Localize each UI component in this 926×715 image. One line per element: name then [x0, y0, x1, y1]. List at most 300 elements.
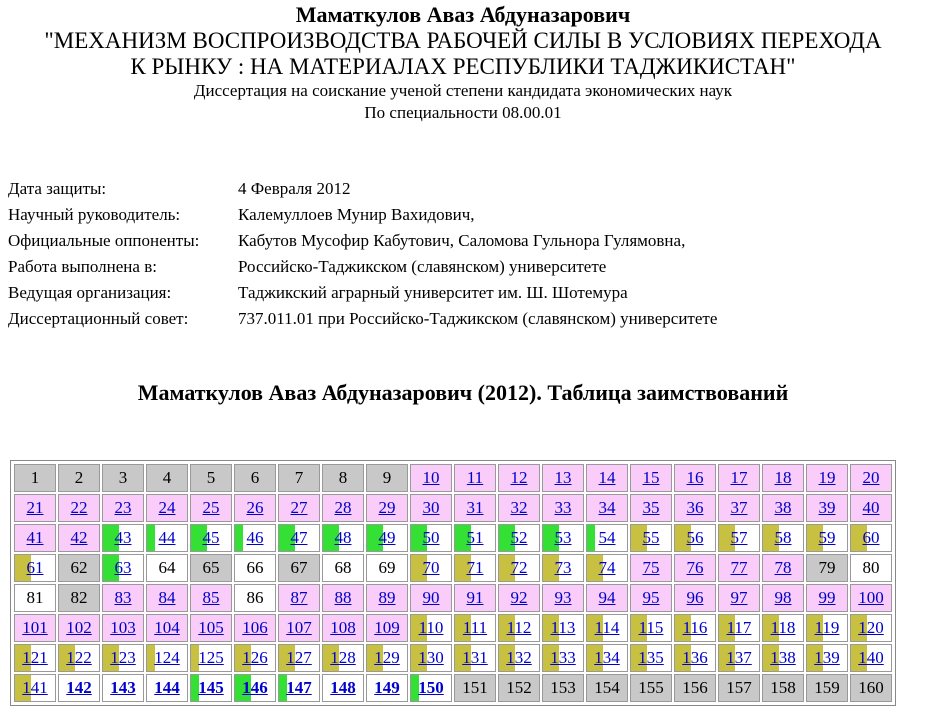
page-link[interactable]: 50	[422, 528, 440, 547]
page-cell	[498, 674, 540, 702]
page-link[interactable]: 63	[114, 558, 132, 577]
page-cell[interactable]	[806, 464, 848, 492]
page-link[interactable]: 70	[422, 558, 440, 577]
page-link[interactable]: 130	[418, 648, 444, 667]
page-cell[interactable]	[586, 464, 628, 492]
page-cell[interactable]	[586, 524, 628, 552]
page-link[interactable]: 78	[774, 558, 792, 577]
page-link[interactable]: 140	[858, 648, 884, 667]
info-row	[8, 254, 717, 280]
borrowing-bar	[235, 525, 243, 551]
page-number: 156	[682, 678, 708, 697]
page-cell	[14, 584, 56, 612]
page-link[interactable]: 102	[66, 618, 92, 637]
page-link[interactable]: 21	[26, 498, 44, 517]
page-link[interactable]: 31	[466, 498, 484, 517]
degree-text: Диссертация на соискание ученой степени кандидата экономических наук	[193, 81, 733, 100]
page-link[interactable]: 91	[466, 588, 484, 607]
page-link[interactable]: 41	[26, 528, 44, 547]
page-link[interactable]: 35	[642, 498, 660, 517]
page-link[interactable]: 145	[198, 678, 224, 697]
page-link[interactable]: 126	[242, 648, 268, 667]
page-number: 67	[290, 558, 308, 577]
page-cell[interactable]	[278, 494, 320, 522]
page-link[interactable]: 110	[418, 618, 444, 637]
page-link[interactable]: 125	[198, 648, 224, 667]
page-number: 68	[334, 558, 352, 577]
page-link[interactable]: 96	[686, 588, 704, 607]
page-number: 152	[506, 678, 532, 697]
page-link[interactable]: 52	[510, 528, 528, 547]
page-cell[interactable]	[630, 464, 672, 492]
page-link[interactable]: 123	[110, 648, 136, 667]
page-link[interactable]: 150	[418, 678, 444, 697]
page-cell[interactable]	[322, 614, 364, 642]
page-cell[interactable]	[454, 464, 496, 492]
page-cell[interactable]	[366, 494, 408, 522]
page-link[interactable]: 113	[550, 618, 576, 637]
page-link[interactable]: 137	[726, 648, 752, 667]
page-cell[interactable]	[498, 554, 540, 582]
page-cell[interactable]	[498, 464, 540, 492]
page-link[interactable]: 74	[598, 558, 616, 577]
page-cell[interactable]	[498, 584, 540, 612]
page-link[interactable]: 73	[554, 558, 572, 577]
page-cell[interactable]	[586, 644, 628, 672]
page-cell[interactable]	[542, 584, 584, 612]
page-cell[interactable]	[102, 584, 144, 612]
page-link[interactable]: 112	[506, 618, 532, 637]
page-link[interactable]: 33	[554, 498, 572, 517]
page-cell[interactable]	[102, 614, 144, 642]
page-link[interactable]: 95	[642, 588, 660, 607]
page-link[interactable]: 51	[466, 528, 484, 547]
page-cell[interactable]	[190, 644, 232, 672]
page-number: 154	[594, 678, 620, 697]
page-cell[interactable]	[146, 614, 188, 642]
page-link[interactable]: 148	[330, 678, 356, 697]
page-cell[interactable]	[542, 554, 584, 582]
page-cell[interactable]	[498, 614, 540, 642]
page-cell[interactable]	[454, 494, 496, 522]
page-link[interactable]: 132	[506, 648, 532, 667]
page-cell[interactable]	[718, 554, 760, 582]
page-cell[interactable]	[498, 494, 540, 522]
page-link[interactable]: 23	[114, 498, 132, 517]
page-number: 157	[726, 678, 752, 697]
page-cell[interactable]	[146, 494, 188, 522]
page-cell[interactable]	[630, 584, 672, 612]
page-link[interactable]: 47	[290, 528, 308, 547]
page-cell[interactable]	[234, 494, 276, 522]
page-cell[interactable]	[806, 644, 848, 672]
page-cell	[14, 464, 56, 492]
page-link[interactable]: 88	[334, 588, 352, 607]
page-cell[interactable]	[146, 584, 188, 612]
page-link[interactable]: 76	[686, 558, 704, 577]
page-cell[interactable]	[674, 554, 716, 582]
page-cell[interactable]	[806, 494, 848, 522]
page-link[interactable]: 118	[770, 618, 796, 637]
page-link[interactable]: 124	[154, 648, 180, 667]
page-cell[interactable]	[366, 524, 408, 552]
page-link[interactable]: 135	[638, 648, 664, 667]
info-label: Диссертационный совет:	[8, 309, 189, 328]
page-cell[interactable]	[630, 524, 672, 552]
page-link[interactable]: 109	[374, 618, 400, 637]
page-cell[interactable]	[322, 644, 364, 672]
page-cell[interactable]	[58, 524, 100, 552]
page-cell[interactable]	[498, 644, 540, 672]
page-cell	[322, 464, 364, 492]
page-link[interactable]: 32	[510, 498, 528, 517]
page-cell[interactable]	[674, 584, 716, 612]
page-cell[interactable]	[410, 464, 452, 492]
page-cell[interactable]	[806, 524, 848, 552]
page-cell[interactable]	[674, 494, 716, 522]
page-link[interactable]: 18	[774, 468, 792, 487]
page-link[interactable]: 139	[814, 648, 840, 667]
page-cell[interactable]	[850, 584, 892, 612]
page-cell[interactable]	[14, 644, 56, 672]
page-cell[interactable]	[630, 614, 672, 642]
page-link[interactable]: 60	[862, 528, 880, 547]
page-cell[interactable]	[542, 614, 584, 642]
page-cell[interactable]	[102, 644, 144, 672]
page-cell[interactable]	[102, 554, 144, 582]
page-cell[interactable]	[146, 644, 188, 672]
page-link[interactable]: 34	[598, 498, 616, 517]
page-link[interactable]: 117	[726, 618, 752, 637]
page-number: 8	[338, 468, 348, 487]
page-cell[interactable]	[14, 674, 56, 702]
page-link[interactable]: 116	[682, 618, 708, 637]
page-cell[interactable]	[234, 524, 276, 552]
page-cell[interactable]	[850, 614, 892, 642]
page-cell[interactable]	[366, 584, 408, 612]
page-number: 155	[638, 678, 664, 697]
page-link[interactable]: 92	[510, 588, 528, 607]
page-cell[interactable]	[850, 644, 892, 672]
page-number: 65	[202, 558, 220, 577]
page-cell[interactable]	[278, 524, 320, 552]
page-link[interactable]: 144	[154, 678, 180, 697]
page-cell[interactable]	[14, 554, 56, 582]
page-number: 151	[462, 678, 488, 697]
page-link[interactable]: 43	[114, 528, 132, 547]
page-cell[interactable]	[102, 524, 144, 552]
page-link[interactable]: 106	[242, 618, 268, 637]
page-link[interactable]: 84	[158, 588, 176, 607]
page-cell[interactable]	[674, 524, 716, 552]
page-link[interactable]: 107	[286, 618, 312, 637]
info-value: Таджикский аграрный университет им. Ш. Шотемура	[238, 283, 628, 302]
page-link[interactable]: 104	[154, 618, 180, 637]
page-number: 66	[246, 558, 264, 577]
page-link[interactable]: 90	[422, 588, 440, 607]
page-cell[interactable]	[190, 614, 232, 642]
table-row	[14, 494, 892, 522]
page-link[interactable]: 72	[510, 558, 528, 577]
page-link[interactable]: 99	[818, 588, 836, 607]
page-cell[interactable]	[278, 584, 320, 612]
page-link[interactable]: 55	[642, 528, 660, 547]
page-number: 160	[858, 678, 884, 697]
page-link[interactable]: 75	[642, 558, 660, 577]
page-number: 80	[862, 558, 880, 577]
page-link[interactable]: 127	[286, 648, 312, 667]
page-link[interactable]: 89	[378, 588, 396, 607]
page-cell[interactable]	[718, 494, 760, 522]
page-link[interactable]: 25	[202, 498, 220, 517]
page-link[interactable]: 142	[66, 678, 92, 697]
page-cell[interactable]	[806, 584, 848, 612]
page-cell[interactable]	[58, 614, 100, 642]
page-cell[interactable]	[586, 554, 628, 582]
page-link[interactable]: 38	[774, 498, 792, 517]
page-cell	[366, 464, 408, 492]
page-link[interactable]: 45	[202, 528, 220, 547]
page-cell[interactable]	[410, 554, 452, 582]
page-link[interactable]: 136	[682, 648, 708, 667]
page-cell[interactable]	[278, 644, 320, 672]
page-cell[interactable]	[718, 644, 760, 672]
page-link[interactable]: 11	[466, 468, 484, 487]
page-link[interactable]: 54	[598, 528, 616, 547]
page-cell[interactable]	[366, 674, 408, 702]
page-link[interactable]: 101	[22, 618, 48, 637]
page-link[interactable]: 27	[290, 498, 308, 517]
page-link[interactable]: 61	[26, 558, 44, 577]
page-link[interactable]: 20	[862, 468, 880, 487]
page-link[interactable]: 59	[818, 528, 836, 547]
page-cell[interactable]	[322, 524, 364, 552]
page-cell[interactable]	[410, 584, 452, 612]
page-cell[interactable]	[850, 464, 892, 492]
section-title: Маматкулов Аваз Абдуназарович (2012). Таблица заимствований	[137, 380, 789, 405]
page-link[interactable]: 17	[730, 468, 748, 487]
page-link[interactable]: 94	[598, 588, 616, 607]
page-cell[interactable]	[542, 494, 584, 522]
page-link[interactable]: 147	[286, 678, 312, 697]
page-cell[interactable]	[234, 674, 276, 702]
page-link[interactable]: 42	[70, 528, 88, 547]
page-cell[interactable]	[278, 674, 320, 702]
page-link[interactable]: 120	[858, 618, 884, 637]
page-link[interactable]: 30	[422, 498, 440, 517]
page-link[interactable]: 98	[774, 588, 792, 607]
page-link[interactable]: 129	[374, 648, 400, 667]
page-link[interactable]: 28	[334, 498, 352, 517]
page-link[interactable]: 53	[554, 528, 572, 547]
page-link[interactable]: 58	[774, 528, 792, 547]
page-link[interactable]: 71	[466, 558, 484, 577]
page-cell[interactable]	[410, 494, 452, 522]
page-cell[interactable]	[674, 614, 716, 642]
page-link[interactable]: 36	[686, 498, 704, 517]
page-cell[interactable]	[190, 494, 232, 522]
page-cell[interactable]	[454, 644, 496, 672]
page-cell[interactable]	[630, 644, 672, 672]
page-cell[interactable]	[234, 614, 276, 642]
dissertation-title-line1: "МЕХАНИЗМ ВОСПРОИЗВОДСТВА РАБОЧЕЙ СИЛЫ В УСЛОВИЯХ ПЕРЕХОДА	[44, 28, 882, 53]
info-label: Научный руководитель:	[8, 205, 181, 224]
page-cell[interactable]	[410, 644, 452, 672]
page-cell[interactable]	[762, 614, 804, 642]
page-link[interactable]: 128	[330, 648, 356, 667]
page-cell[interactable]	[542, 644, 584, 672]
page-cell[interactable]	[762, 644, 804, 672]
page-link[interactable]: 103	[110, 618, 136, 637]
page-cell[interactable]	[14, 524, 56, 552]
page-cell[interactable]	[190, 674, 232, 702]
page-link[interactable]: 48	[334, 528, 352, 547]
page-link[interactable]: 56	[686, 528, 704, 547]
page-cell[interactable]	[322, 494, 364, 522]
page-link[interactable]: 29	[378, 498, 396, 517]
page-link[interactable]: 100	[858, 588, 884, 607]
page-cell[interactable]	[234, 644, 276, 672]
page-link[interactable]: 111	[462, 618, 488, 637]
page-link[interactable]: 14	[598, 468, 616, 487]
page-link[interactable]: 57	[730, 528, 748, 547]
page-link[interactable]: 149	[374, 678, 400, 697]
page-link[interactable]: 13	[554, 468, 572, 487]
page-cell	[806, 674, 848, 702]
page-link[interactable]: 19	[818, 468, 836, 487]
page-link[interactable]: 97	[730, 588, 748, 607]
page-cell[interactable]	[674, 464, 716, 492]
page-cell[interactable]	[14, 494, 56, 522]
page-link[interactable]: 146	[242, 678, 268, 697]
page-cell[interactable]	[850, 524, 892, 552]
page-link[interactable]: 134	[594, 648, 620, 667]
page-link[interactable]: 108	[330, 618, 356, 637]
page-number: 5	[206, 468, 216, 487]
page-link[interactable]: 121	[22, 648, 48, 667]
page-number: 81	[26, 588, 44, 607]
page-cell[interactable]	[146, 674, 188, 702]
page-link[interactable]: 105	[198, 618, 224, 637]
page-link[interactable]: 44	[158, 528, 176, 547]
info-label: Дата защиты:	[8, 179, 107, 198]
page-cell[interactable]	[762, 554, 804, 582]
page-cell[interactable]	[674, 644, 716, 672]
page-cell[interactable]	[586, 584, 628, 612]
page-link[interactable]: 131	[462, 648, 488, 667]
page-cell[interactable]	[146, 524, 188, 552]
page-cell[interactable]	[454, 584, 496, 612]
page-cell[interactable]	[762, 494, 804, 522]
page-cell[interactable]	[586, 494, 628, 522]
page-number: 1	[30, 468, 40, 487]
page-cell[interactable]	[366, 614, 408, 642]
page-cell[interactable]	[14, 614, 56, 642]
page-cell[interactable]	[630, 494, 672, 522]
page-cell[interactable]	[410, 614, 452, 642]
page-cell[interactable]	[102, 494, 144, 522]
page-number: 3	[118, 468, 128, 487]
page-cell[interactable]	[102, 674, 144, 702]
page-cell[interactable]	[630, 554, 672, 582]
page-cell[interactable]	[762, 524, 804, 552]
page-number: 82	[70, 588, 88, 607]
page-link[interactable]: 16	[686, 468, 704, 487]
page-link[interactable]: 87	[290, 588, 308, 607]
page-cell[interactable]	[454, 554, 496, 582]
page-link[interactable]: 22	[70, 498, 88, 517]
page-number: 159	[814, 678, 840, 697]
page-link[interactable]: 24	[158, 498, 176, 517]
info-row	[8, 176, 717, 202]
page-cell	[850, 674, 892, 702]
page-cell[interactable]	[366, 644, 408, 672]
page-cell	[102, 464, 144, 492]
page-cell[interactable]	[762, 464, 804, 492]
page-link[interactable]: 133	[550, 648, 576, 667]
page-link[interactable]: 40	[862, 498, 880, 517]
page-link[interactable]: 138	[770, 648, 796, 667]
page-link[interactable]: 93	[554, 588, 572, 607]
page-link[interactable]: 77	[730, 558, 748, 577]
page-cell	[542, 674, 584, 702]
page-cell[interactable]	[410, 674, 452, 702]
page-cell[interactable]	[806, 614, 848, 642]
page-link[interactable]: 49	[378, 528, 396, 547]
page-link[interactable]: 85	[202, 588, 220, 607]
page-cell[interactable]	[586, 614, 628, 642]
page-cell[interactable]	[58, 494, 100, 522]
page-link[interactable]: 119	[814, 618, 840, 637]
page-cell[interactable]	[542, 524, 584, 552]
page-link[interactable]: 46	[246, 528, 264, 547]
page-link[interactable]: 115	[638, 618, 664, 637]
page-link[interactable]: 39	[818, 498, 836, 517]
page-link[interactable]: 10	[422, 468, 440, 487]
page-link[interactable]: 83	[114, 588, 132, 607]
page-link[interactable]: 15	[642, 468, 660, 487]
page-cell[interactable]	[498, 524, 540, 552]
page-cell[interactable]	[718, 614, 760, 642]
borrowing-bar	[147, 525, 155, 551]
page-link[interactable]: 143	[110, 678, 136, 697]
page-link[interactable]: 122	[66, 648, 92, 667]
page-cell[interactable]	[762, 584, 804, 612]
page-cell	[674, 674, 716, 702]
page-link[interactable]: 114	[594, 618, 620, 637]
page-cell[interactable]	[322, 584, 364, 612]
page-cell[interactable]	[850, 494, 892, 522]
page-cell[interactable]	[58, 674, 100, 702]
page-cell[interactable]	[454, 524, 496, 552]
page-cell[interactable]	[542, 464, 584, 492]
page-cell[interactable]	[322, 674, 364, 702]
page-cell[interactable]	[718, 524, 760, 552]
page-cell[interactable]	[410, 524, 452, 552]
page-cell	[278, 554, 320, 582]
page-cell[interactable]	[190, 584, 232, 612]
page-link[interactable]: 141	[22, 678, 48, 697]
page-cell[interactable]	[58, 644, 100, 672]
page-cell[interactable]	[718, 584, 760, 612]
page-link[interactable]: 37	[730, 498, 748, 517]
page-cell[interactable]	[718, 464, 760, 492]
page-link[interactable]: 26	[246, 498, 264, 517]
page-link[interactable]: 12	[510, 468, 528, 487]
page-cell[interactable]	[454, 614, 496, 642]
page-cell[interactable]	[278, 614, 320, 642]
page-cell[interactable]	[190, 524, 232, 552]
